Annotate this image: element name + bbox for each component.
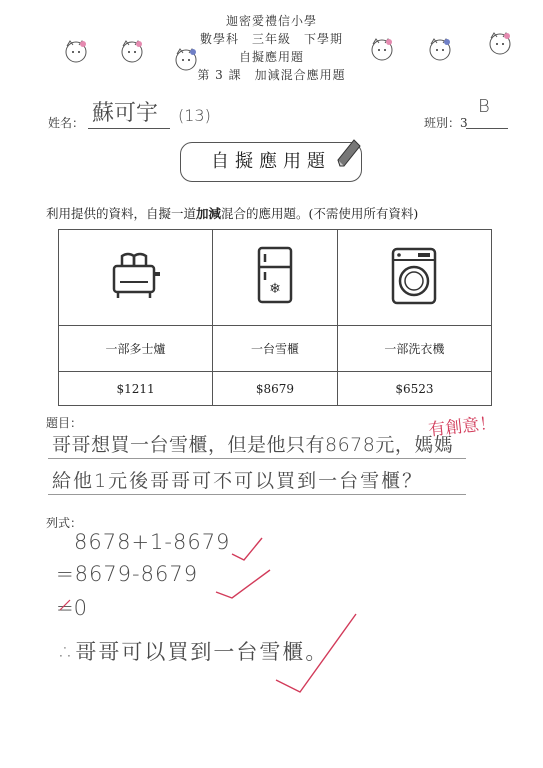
fridge-icon — [253, 245, 297, 307]
check-mark — [232, 538, 262, 560]
question-line-2: 給他1元後哥哥可不可以買到一台雪櫃？ — [52, 470, 424, 492]
worksheet-title: 自擬應用題 — [211, 151, 331, 172]
item-cell — [213, 230, 338, 326]
teacher-comment: 有創意！ — [427, 413, 498, 441]
student-number: (13) — [178, 106, 211, 125]
answer-line: ∴哥哥可以買到一台雪櫃。 — [60, 640, 329, 664]
lesson-title: 第 3 課 加減混合應用題 — [197, 68, 346, 82]
unit-title: 自擬應用題 — [238, 50, 304, 64]
question-line-1: 哥哥想買一台雪櫃，但是他只有8678元，媽媽 — [52, 434, 454, 456]
kitty-icon — [172, 46, 200, 72]
check-mark — [216, 570, 270, 598]
writing-line — [48, 494, 466, 495]
working-line-1: 8678+1-8679 — [74, 530, 231, 554]
item-price: $8679 — [213, 372, 338, 406]
pencil-icon — [334, 136, 362, 170]
name-row — [59, 326, 492, 372]
question-label: 題目： — [46, 416, 83, 430]
kitty-icon — [426, 36, 454, 62]
class-value: B — [478, 96, 490, 117]
working-label: 列式： — [46, 516, 83, 530]
kitty-icon — [62, 38, 90, 64]
item-name: 一部多士爐 — [59, 326, 213, 372]
working-line-3: =0 — [56, 596, 87, 620]
subject-line: 數學科 三年級 下學期 — [199, 32, 343, 46]
class-label: 班別：3 — [424, 116, 468, 130]
item-cell — [59, 230, 213, 326]
writing-line — [48, 458, 466, 459]
instruction: 利用提供的資料，自擬一道加減混合的應用題。(不需使用所有資料) — [46, 206, 419, 221]
washing-machine-icon — [388, 246, 440, 306]
working-line-2: =8679-8679 — [56, 562, 199, 586]
item-price: $1211 — [59, 372, 213, 406]
item-name: 一台雪櫃 — [213, 326, 338, 372]
items-table — [58, 229, 492, 406]
item-cell — [337, 230, 491, 326]
name-label: 姓名： — [48, 116, 85, 130]
item-price: $6523 — [337, 372, 491, 406]
kitty-icon — [486, 30, 514, 56]
item-name: 一部洗衣機 — [337, 326, 491, 372]
student-name: 蘇可宇 — [92, 101, 159, 126]
toaster-icon — [108, 250, 164, 302]
school-name: 迦密愛禮信小學 — [225, 14, 317, 28]
kitty-icon — [118, 38, 146, 64]
price-row — [59, 372, 492, 406]
svg-text:❄: ❄ — [269, 281, 281, 297]
kitty-icon — [368, 36, 396, 62]
icon-row — [59, 230, 492, 326]
